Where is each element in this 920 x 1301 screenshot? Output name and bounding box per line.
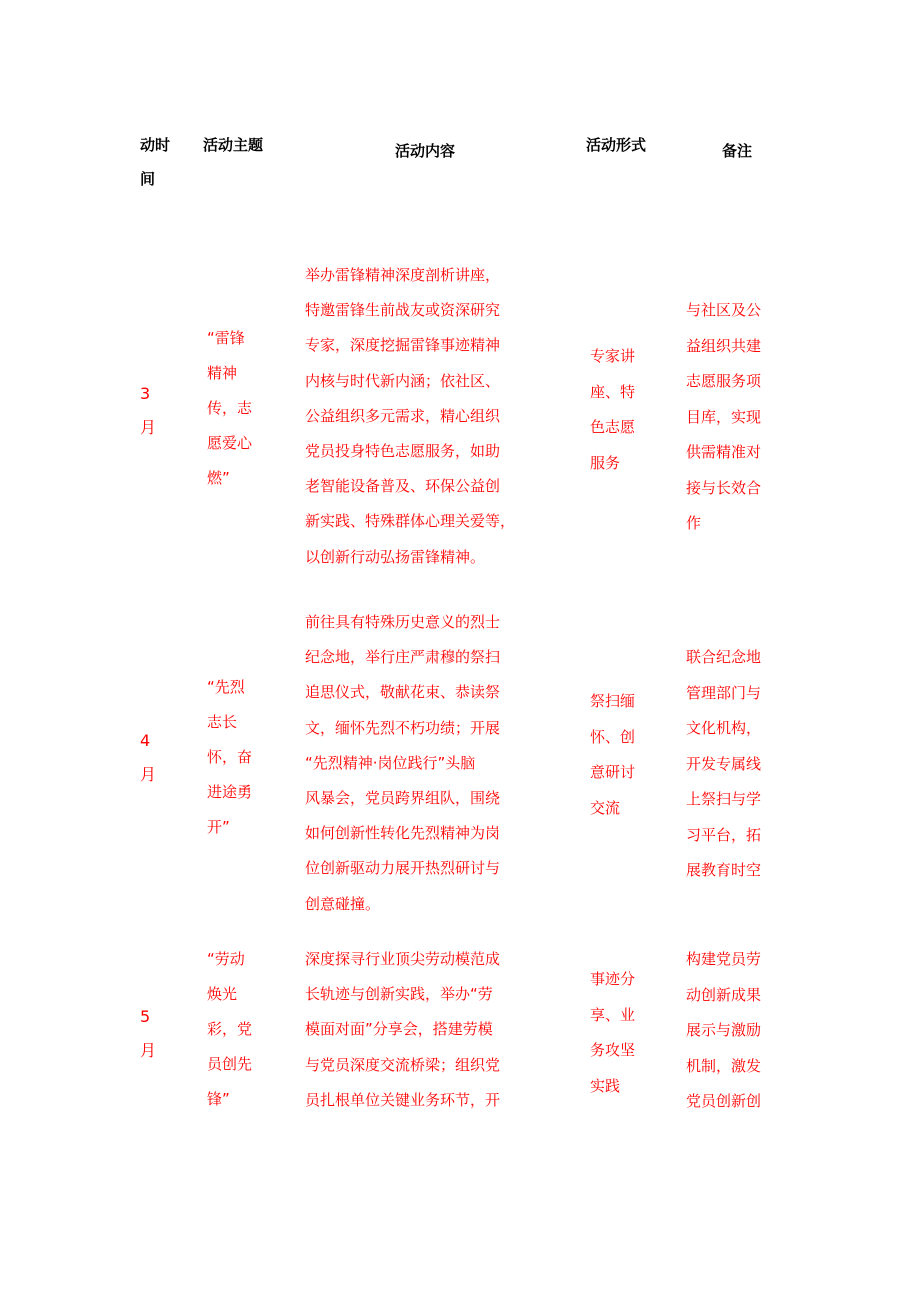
row-month: 3 月 <box>140 384 157 437</box>
row-content: 深度探寻行业顶尖劳动模范成 长轨迹与创新实践，举办“劳 模面对面”分享会，搭建劳模 与党员深度交流桥梁；组织党 员扎根单位关键业务环节，开 <box>305 950 501 1109</box>
row-content: 前往具有特殊历史意义的烈士 纪念地，举行庄严肃穆的祭扫 追思仪式，敬献花束、恭读祭 文，缅怀先烈不朽功绩；开展 “先烈精神·岗位践行”头脑 风暴会，党员跨界组队，围绕 如何创新性转化先烈精神为岗 位创新驱动力展开热烈研讨与 创意碰撞。 <box>305 613 501 913</box>
header-theme: 活动主题 <box>203 136 264 154</box>
row-content: 举办雷锋精神深度剖析讲座， 特邀雷锋生前战友或资深研究 专家，深度挖掘雷锋事迹精神 内核与时代新内涵；依社区、 公益组织多元需求，精心组织 党员投身特色志愿服务，如助 老智能设备普及、环保公益创 新实践、特殊群体心理关爱等， 以创新行动弘扬雷锋精神。 <box>305 266 516 566</box>
header-remarks: 备注 <box>722 142 753 160</box>
header-content: 活动内容 <box>395 142 456 160</box>
row-remarks: 构建党员劳 动创新成果 展示与激励 机制，激发 党员创新创 <box>686 950 762 1110</box>
row-form: 祭扫缅 怀、创 意研讨 交流 <box>590 692 636 817</box>
header-time: 动时 间 <box>140 136 171 188</box>
row-theme: “雷锋 精神 传，志 愿爱心 燃” <box>207 329 253 487</box>
row-month: 4 月 <box>140 731 157 784</box>
row-theme: “先烈 志长 怀，奋 进途勇 开” <box>207 678 253 836</box>
row-form: 事迹分 享、业 务攻坚 实践 <box>590 970 636 1095</box>
row-month: 5 月 <box>140 1007 157 1060</box>
row-remarks: 与社区及公 益组织共建 志愿服务项 目库，实现 供需精准对 接与长效合 作 <box>686 301 762 532</box>
row-form: 专家讲 座、特 色志愿 服务 <box>590 347 636 472</box>
row-remarks: 联合纪念地 管理部门与 文化机构， 开发专属线 上祭扫与学 习平台，拓 展教育时空 <box>686 648 762 879</box>
header-form: 活动形式 <box>586 136 647 154</box>
row-theme: “劳动 焕光 彩，党 员创先 锋” <box>207 950 253 1108</box>
